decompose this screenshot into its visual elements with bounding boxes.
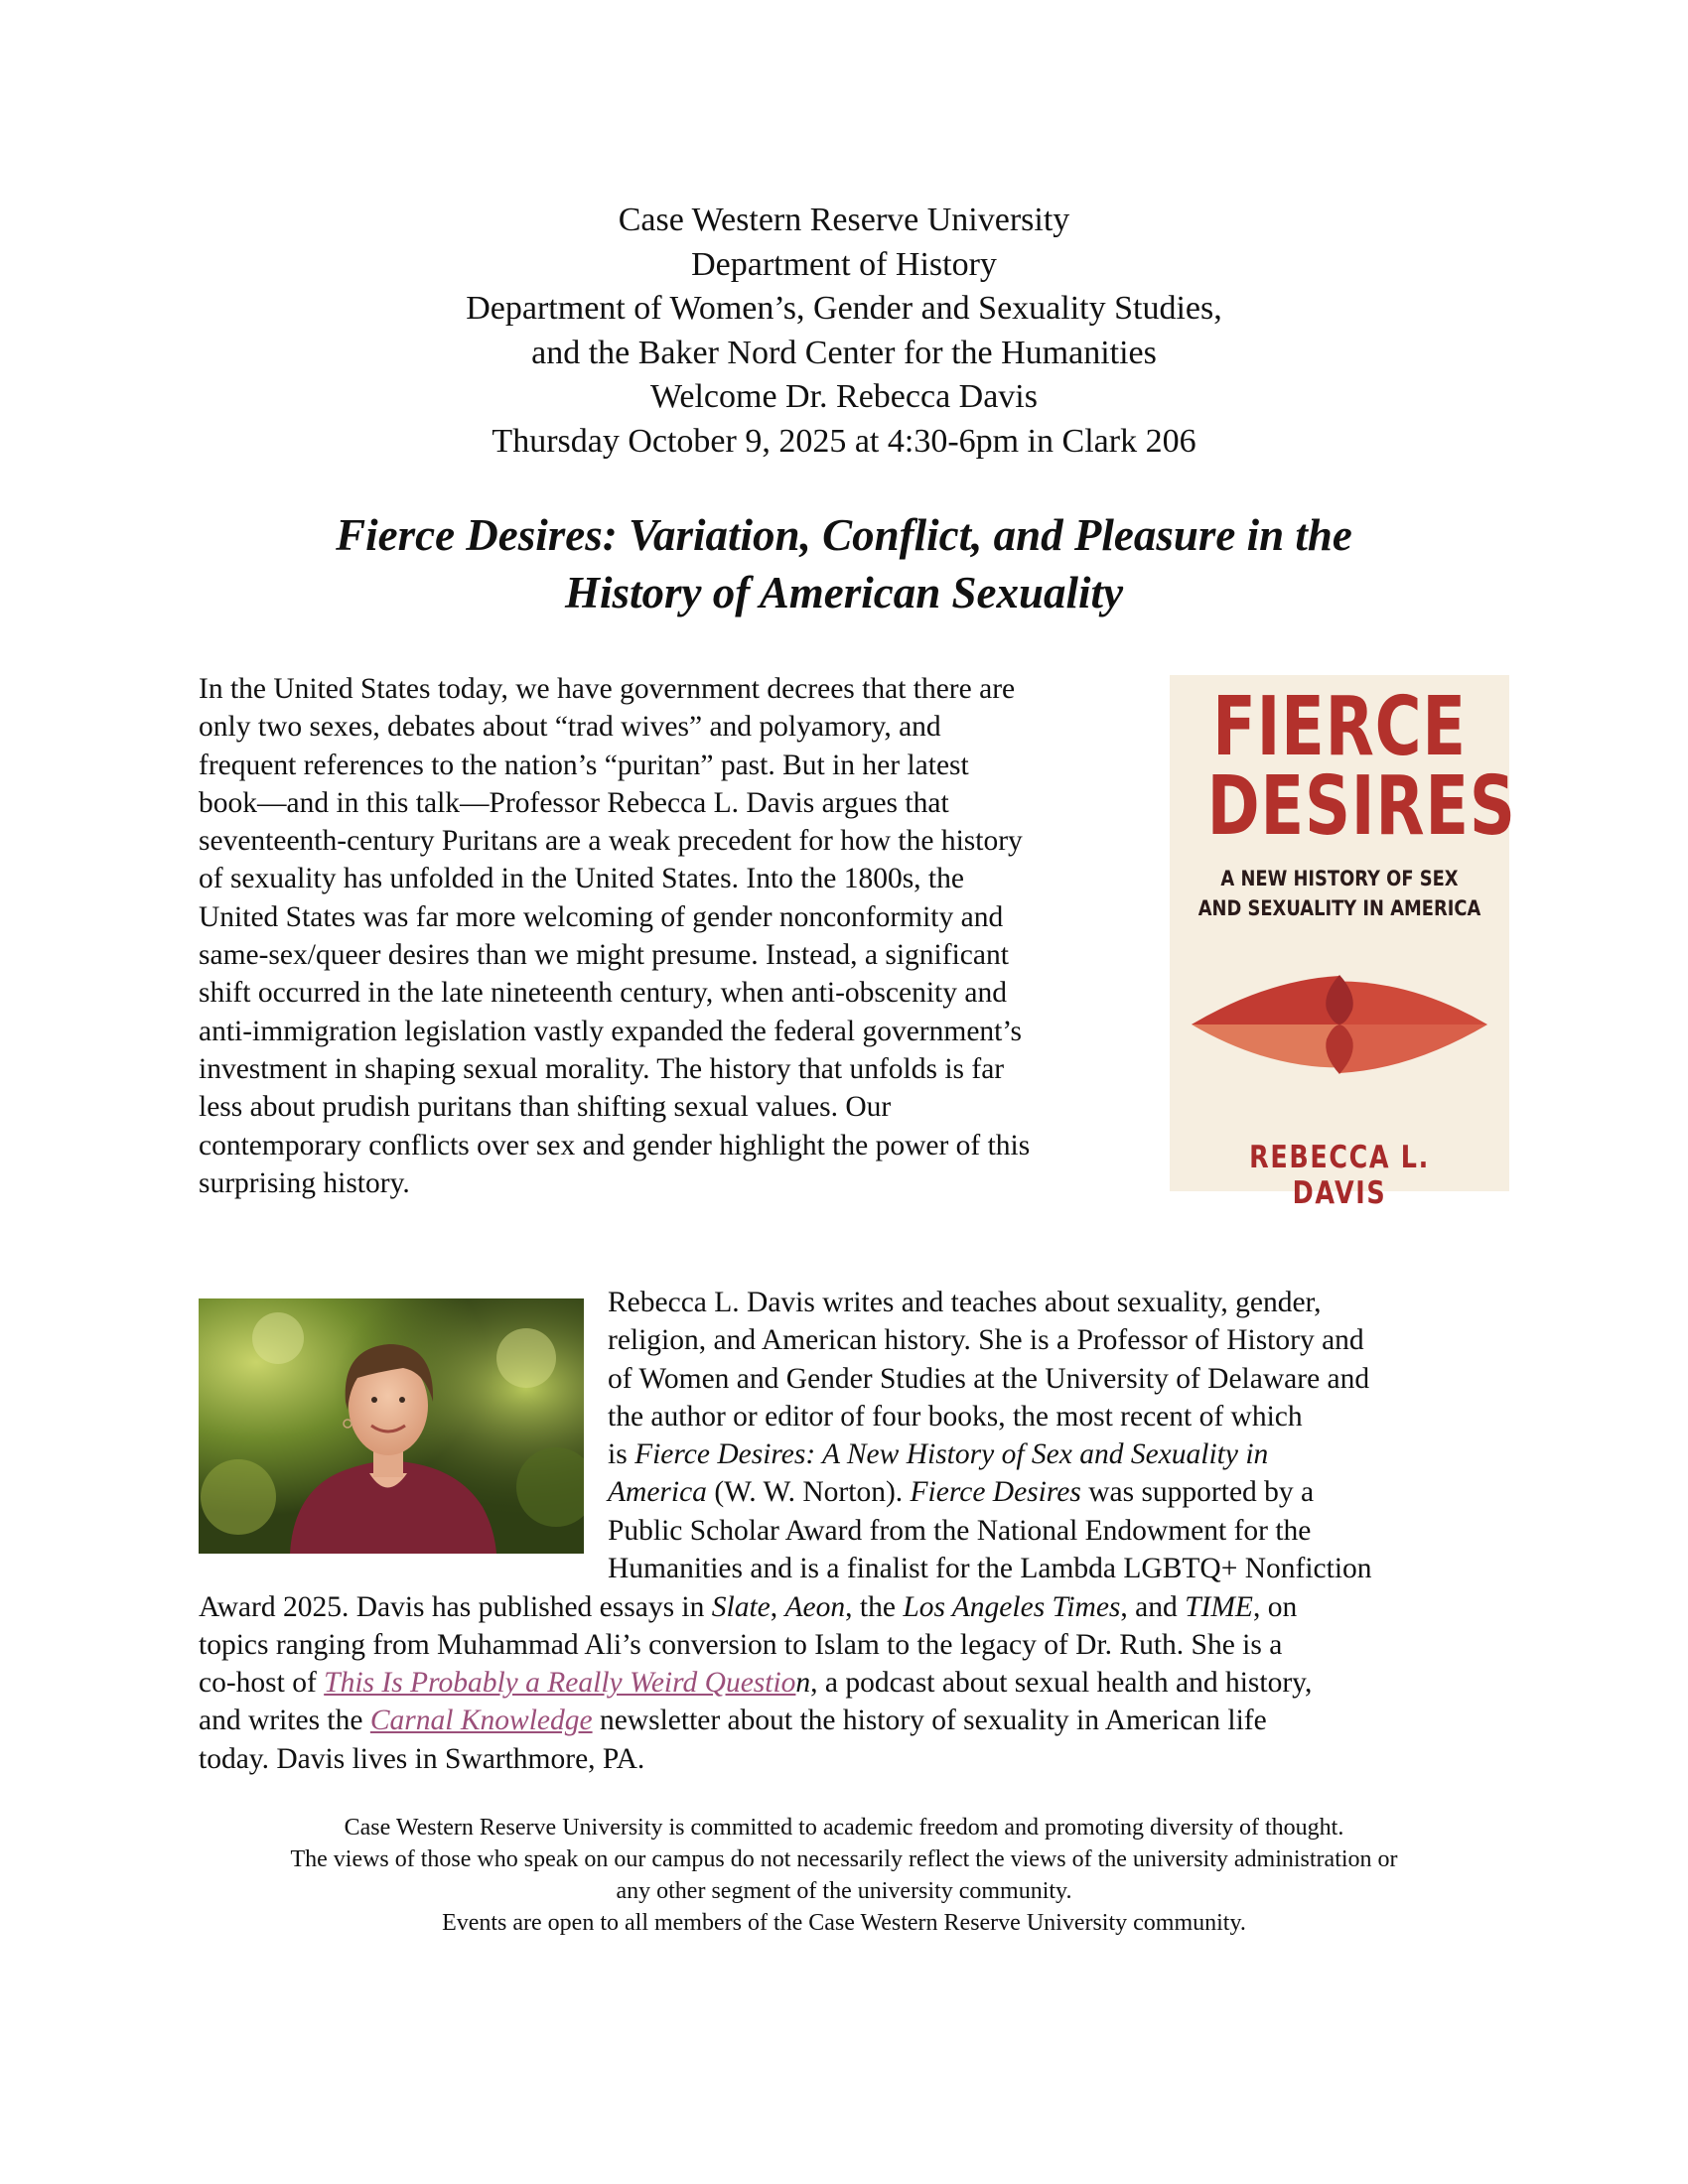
header-line: Case Western Reserve University bbox=[618, 202, 1070, 238]
bio-text: newsletter about the history of sexuality in American life bbox=[592, 1705, 1267, 1737]
footer-line: Case Western Reserve University is committed to academic freedom and promoting diversity of thought. bbox=[344, 1815, 1344, 1841]
header-line: Department of History bbox=[691, 245, 997, 283]
header-line: and the Baker Nord Center for the Humanities bbox=[531, 334, 1157, 371]
abstract-line: same-sex/queer desires than we might presume. Instead, a significant bbox=[199, 939, 1009, 972]
abstract-line: contemporary conflicts over sex and gender highlight the power of this bbox=[199, 1129, 1031, 1161]
book-cover-author: REBECCA L. DAVIS bbox=[1249, 1140, 1430, 1211]
publication-name: Los Angeles Times bbox=[903, 1590, 1121, 1623]
abstract-line: United States was far more welcoming of gender nonconformity and bbox=[199, 900, 1004, 933]
bio-text: , and bbox=[1120, 1590, 1186, 1623]
abstract-line: In the United States today, we have government decrees that there are bbox=[199, 673, 1016, 705]
bio-line: Public Scholar Award from the National Endowment for the bbox=[608, 1514, 1312, 1547]
talk-abstract bbox=[199, 670, 1142, 1202]
bio-line: Rebecca L. Davis writes and teaches about sexuality, gender, bbox=[608, 1287, 1322, 1318]
bio-line: Humanities and is a finalist for the Lambda LGBTQ+ Nonfiction bbox=[608, 1553, 1372, 1585]
book-title-ref: America bbox=[608, 1476, 707, 1509]
publication-name: Slate bbox=[711, 1590, 771, 1623]
event-header bbox=[0, 199, 1688, 465]
bio-text: , on bbox=[1252, 1590, 1298, 1623]
abstract-line: shift occurred in the late nineteenth century, when anti-obscenity and bbox=[199, 977, 1007, 1010]
header-line: Welcome Dr. Rebecca Davis bbox=[650, 378, 1038, 416]
speaker-bio-intro bbox=[608, 1284, 1501, 1587]
book-cover-subtitle bbox=[1196, 864, 1484, 923]
abstract-line: seventeenth-century Puritans are a weak precedent for how the history bbox=[199, 825, 1023, 858]
footer-line: The views of those who speak on our campus do not necessarily reflect the views of the university administration or bbox=[290, 1846, 1398, 1872]
newsletter-link[interactable]: Carnal Knowledge bbox=[369, 1705, 593, 1737]
book-cover-title: DESIRES bbox=[1206, 759, 1516, 854]
bio-text: and writes the bbox=[199, 1705, 370, 1737]
artwork-lower-right bbox=[1339, 1024, 1487, 1073]
bio-text: , a podcast about sexual health and history, bbox=[810, 1667, 1313, 1700]
speaker-portrait bbox=[199, 1298, 584, 1554]
publication-name: TIME bbox=[1185, 1590, 1253, 1623]
book-cover-subtitle-line: AND SEXUALITY IN AMERICA bbox=[1197, 896, 1481, 920]
bio-line: the author or editor of four books, the most recent of which bbox=[608, 1400, 1303, 1433]
bio-line: today. Davis lives in Swarthmore, PA. bbox=[199, 1742, 645, 1775]
publication-name: Aeon bbox=[784, 1590, 846, 1623]
book-title-ref: Fierce Desires: A New History of Sex and Sexuality in bbox=[634, 1438, 1269, 1471]
book-cover-subtitle-line: A NEW HISTORY OF SEX bbox=[1220, 867, 1459, 890]
footer-line: any other segment of the university community. bbox=[616, 1878, 1072, 1904]
abstract-line: only two sexes, debates about “trad wives” and polyamory, and bbox=[199, 711, 941, 744]
bio-text: , the bbox=[845, 1590, 904, 1623]
bio-line bbox=[199, 1664, 1509, 1702]
abstract-line: of sexuality has unfolded in the United States. Into the 1800s, the bbox=[199, 863, 964, 895]
bio-text: (W. W. Norton). bbox=[706, 1476, 911, 1509]
footer-line: Events are open to all members of the Case Western Reserve University community. bbox=[442, 1910, 1246, 1936]
podcast-link[interactable]: This Is Probably a Really Weird Questio bbox=[324, 1667, 796, 1700]
bio-text: n bbox=[795, 1667, 811, 1700]
bio-text: , bbox=[770, 1590, 785, 1623]
lips-artwork bbox=[1188, 958, 1491, 1092]
bio-line: religion, and American history. She is a Professor of History and bbox=[608, 1324, 1364, 1357]
bio-line: of Women and Gender Studies at the University of Delaware and bbox=[608, 1362, 1370, 1395]
bio-text: was supported by a bbox=[1080, 1476, 1315, 1509]
abstract-line: surprising history. bbox=[199, 1166, 410, 1199]
abstract-line: investment in shaping sexual morality. The history that unfolds is far bbox=[199, 1052, 1005, 1085]
bio-line: topics ranging from Muhammad Ali’s conversion to Islam to the legacy of Dr. Ruth. She is a bbox=[199, 1628, 1283, 1661]
bio-line bbox=[608, 1435, 1501, 1473]
book-cover-title: FIERCE bbox=[1212, 680, 1467, 774]
abstract-line: book—and in this talk—Professor Rebecca L. Davis argues that bbox=[199, 786, 949, 819]
header-line: Department of Women’s, Gender and Sexuality Studies, bbox=[466, 290, 1222, 328]
talk-title-line: Fierce Desires: Variation, Conflict, and Pleasure in the bbox=[336, 510, 1352, 560]
talk-title bbox=[0, 506, 1688, 621]
speaker-bio-continued bbox=[199, 1588, 1509, 1778]
abstract-line: anti-immigration legislation vastly expanded the federal government’s bbox=[199, 1015, 1023, 1047]
talk-title-line: History of American Sexuality bbox=[564, 568, 1124, 617]
book-cover bbox=[1170, 675, 1516, 1211]
artwork-upper-left bbox=[1192, 976, 1339, 1024]
speaker-photo bbox=[199, 1298, 584, 1554]
bio-text: co-host of bbox=[199, 1667, 325, 1700]
header-line: Thursday October 9, 2025 at 4:30-6pm in Clark 206 bbox=[492, 422, 1196, 460]
bio-line bbox=[199, 1702, 1509, 1739]
abstract-line: frequent references to the nation’s “puritan” past. But in her latest bbox=[199, 749, 969, 781]
bio-line bbox=[199, 1588, 1509, 1626]
bio-text: Award 2025. Davis has published essays in bbox=[199, 1590, 712, 1623]
book-title-short: Fierce Desires bbox=[910, 1476, 1081, 1509]
bio-line bbox=[608, 1473, 1501, 1511]
bio-text: is bbox=[608, 1438, 635, 1471]
footer-disclaimer bbox=[0, 1812, 1688, 1939]
abstract-line: less about prudish puritans than shifting sexual values. Our bbox=[199, 1091, 892, 1124]
